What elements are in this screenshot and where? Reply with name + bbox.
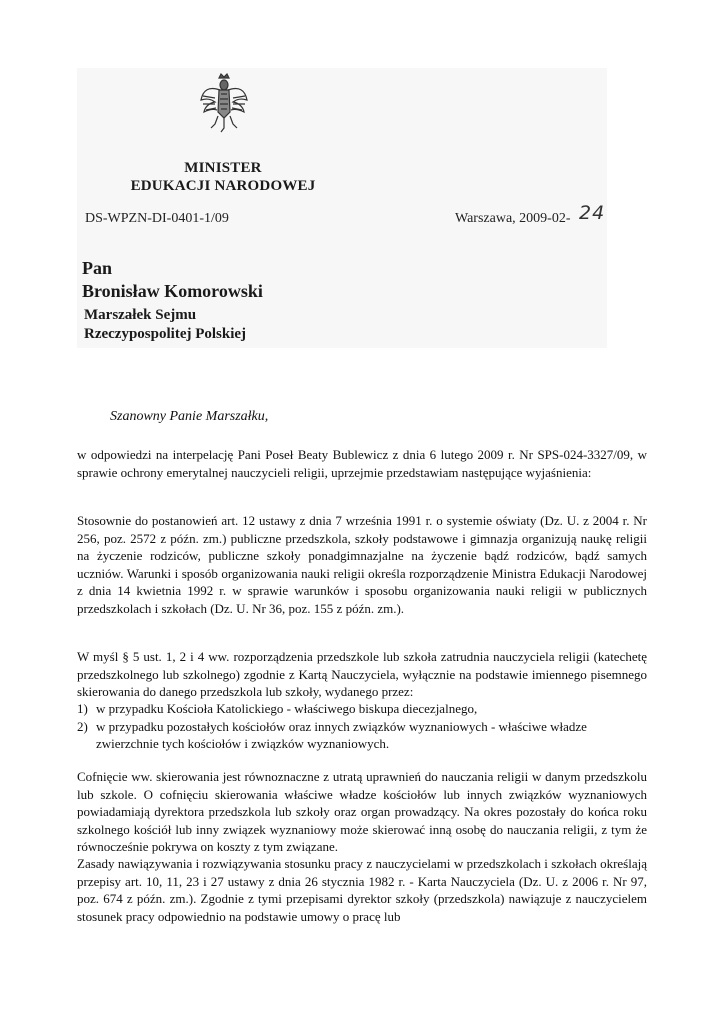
list-item-text: w przypadku Kościoła Katolickiego - właściwego biskupa diecezjalnego, [96,701,478,716]
salutation: Szanowny Panie Marszałku, [110,409,269,424]
paragraph-employment-rule: W myśl § 5 ust. 1, 2 i 4 ww. rozporządzenia przedszkole lub szkoła zatrudnia nauczyciela religii (katechetę przedszkolnego lub szkolnego) zgodnie z Kartą Nauczyciela, wyłącznie na podstawie imiennego pisemnego skierowania do danego przedszkola lub szkoły, wydanego przez: [77,649,647,699]
list-item-number: 2) [77,718,88,734]
letterhead [77,68,607,348]
recipient-name: Bronisław Komorowski [82,281,263,301]
list-item [77,700,647,718]
paragraph-referral-withdrawal: Cofnięcie ww. skierowania jest równoznaczne z utratą uprawnień do nauczania religii w danym przedszkolu lub szkole. O cofnięciu skierowania właściwe władze kościołów lub innych związków wyznaniowych powiadamiają dyrektora przedszkola lub szkoły oraz organ prowadzący. Na okres pozostały do końca roku szkolnego kościół lub inny związek wyznaniowy może skierować inną osobę do nauczania religii, z tym że równocześnie pokrywa on koszty z tym związane. [77,769,647,854]
referral-list [77,700,647,753]
list-item-number: 1) [77,701,88,716]
org-title-line1: MINISTER [184,160,262,176]
list-item-text: w przypadku pozostałych kościołów oraz innych związków wyznaniowych - właściwe władze zwierzchnie tych kościołów i związków wyznaniowych. [96,718,587,751]
org-title-line2: EDUKACJI NARODOWEJ [130,178,316,194]
paragraph-legal-basis: Stosownie do postanowień art. 12 ustawy z dnia 7 września 1991 r. o systemie oświaty (Dz. U. z 2004 r. Nr 256, poz. 2572 z późn. zm.) publiczne przedszkola, szkoły podstawowe i gimnazja organizują naukę religii na życzenie rodziców, publiczne szkoły ponadgimnazjalne na życzenie bądź rodziców, bądź samych uczniów. Warunki i sposób organizowania nauki religii określa rozporządzenie Ministra Edukacji Narodowej z dnia 14 kwietnia 1992 r. w sprawie warunków i sposobu organizowania nauki religii w publicznych przedszkolach i szkołach (Dz. U. Nr 36, poz. 155 z późn. zm.). [77,513,647,616]
recipient-institution: Rzeczypospolitej Polskiej [84,326,247,342]
polish-eagle-emblem [199,72,249,134]
recipient-title: Marszałek Sejmu [84,307,197,323]
letter-date: Warszawa, 2009-02- [455,211,571,226]
recipient-salutation: Pan [82,258,113,278]
list-item [77,718,647,753]
handwritten-date-day: 24 [579,202,606,224]
paragraph-employment-principles: Zasady nawiązywania i rozwiązywania stosunku pracy z nauczycielami w przedszkolach i szkołach określają przepisy art. 10, 11, 23 i 27 ustawy z dnia 26 stycznia 1982 r. - Karta Nauczyciela (Dz. U. z 2006 r. Nr 97, poz. 674 z późn. zm.). Zgodnie z tymi przepisami dyrektor szkoły (przedszkola) nawiązuje z nauczycielem stosunek pracy odpowiednio na podstawie umowy o pracę lub [77,856,647,924]
paragraph-intro: w odpowiedzi na interpelację Pani Poseł Beaty Bublewicz z dnia 6 lutego 2009 r. Nr SPS-024-3327/09, w sprawie ochrony emerytalnej nauczycieli religii, uprzejmie przedstawiam następujące wyjaśnienia: [77,447,647,480]
reference-number: DS-WPZN-DI-0401-1/09 [85,211,229,226]
